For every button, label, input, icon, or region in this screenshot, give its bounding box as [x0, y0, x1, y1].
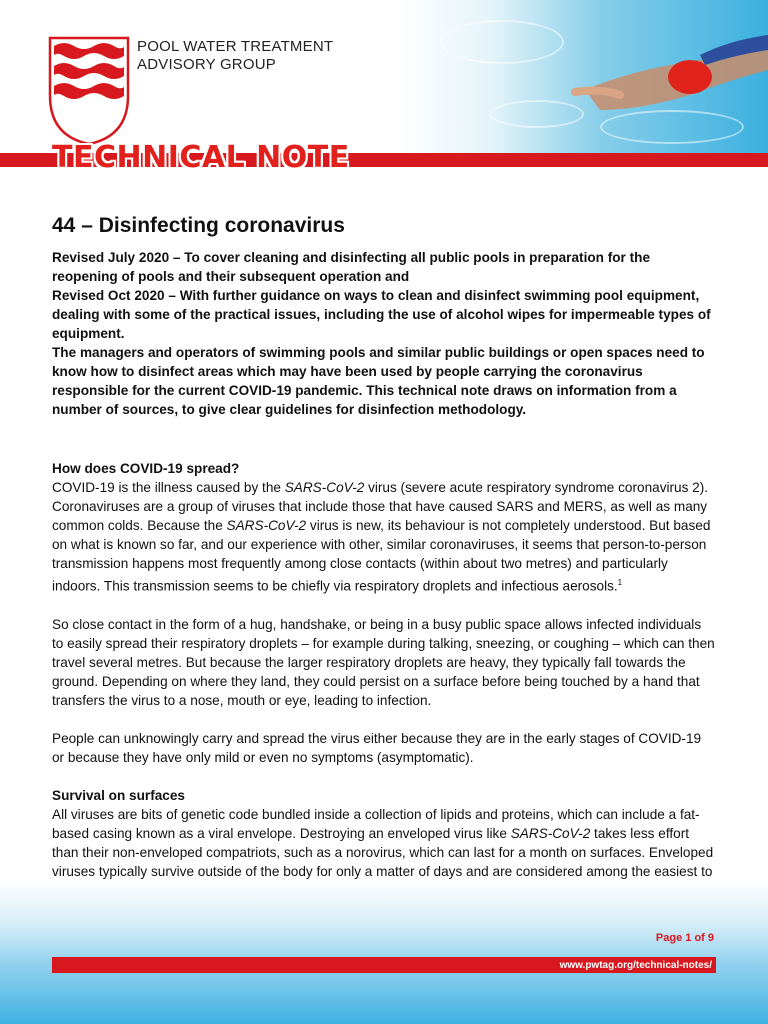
- page-number: Page 1 of 9: [655, 932, 714, 944]
- footer-url-link[interactable]: www.pwtag.org/technical-notes/: [559, 960, 712, 971]
- paragraph: COVID-19 is the illness caused by the SARS-CoV-2 virus (severe acute respiratory syndrome coronavirus 2). Coronaviruses are a group of viruses that include those that have caused SARS and MERS, as well as many common colds. Because the SARS-CoV-2 virus is new, its behaviour is not completely understood. But based on what is known so far, and our experience with other, similar coronaviruses, it seems that person-to-person transmission happens most frequently among close contacts (within about two metres) and particularly indoors. This transmission seems to be chiefly via respiratory droplets and infectious aerosols.$^1$: [52, 480, 711, 594]
- org-name-line2: ADVISORY GROUP: [137, 56, 276, 73]
- paragraph: All viruses are bits of genetic code bundled inside a collection of lipids and proteins, which can include a fat-based casing known as a viral envelope. Destroying an enveloped virus like SARS-CoV-2 takes less effort than their non-enveloped compatriots, such as a norovirus, which can last for a month on surfaces. Enveloped viruses typically survive outside of the body for only a matter of days and are considered among the easiest to: [52, 806, 714, 879]
- swimmer-photo: [400, 0, 768, 160]
- revision-oct: Revised Oct 2020 – With further guidance on ways to clean and disinfect swimming pool equipment, dealing with some of the practical issues, including the use of alcohol wipes for impermeable types of equipment.: [52, 288, 711, 341]
- org-name-line1: POOL WATER TREATMENT: [137, 38, 334, 55]
- document-body: [52, 214, 716, 900]
- document-title: 44 – Disinfecting coronavirus: [52, 214, 345, 237]
- pwtag-shield-logo: [48, 36, 130, 146]
- section-spread: [52, 459, 716, 786]
- footer-water-image: [0, 880, 768, 1024]
- revision-july: Revised July 2020 – To cover cleaning and disinfecting all public pools in preparation for the reopening of pools and their subsequent operation and: [52, 250, 651, 284]
- intro-block: [52, 248, 716, 419]
- swimmer-figure: [400, 0, 768, 160]
- virus-name: SARS-CoV-2: [510, 825, 591, 841]
- paragraph: People can unknowingly carry and spread the virus either because they are in the early stages of COVID-19 or because they have only mild or even no symptoms (asymptomatic).: [52, 730, 702, 765]
- section-heading: How does COVID-19 spread?: [52, 461, 240, 476]
- organisation-name: [137, 38, 333, 74]
- technical-note-banner: TECHNICAL NOTE: [52, 140, 350, 175]
- section-heading: Survival on surfaces: [52, 787, 185, 803]
- intro-summary: The managers and operators of swimming pools and similar public buildings or open spaces need to know how to disinfect areas which may have been used by people carrying the coronavirus responsible for the current COVID-19 pandemic. This technical note draws on information from a number of sources, to give clear guidelines for disinfection methodology.: [52, 345, 705, 417]
- virus-name: SARS-CoV-2: [226, 518, 307, 533]
- virus-name: SARS-CoV-2: [284, 480, 365, 495]
- footnote-ref: 1: [617, 578, 623, 587]
- paragraph: So close contact in the form of a hug, handshake, or being in a busy public space allows infected individuals to easily spread their respiratory droplets – for example during talking, sneezing, or coughing – which can then travel several metres. But because the larger respiratory droplets are heavy, they typically fall towards the ground. Depending on where they land, they could persist on a surface before being touched by a hand that transfers the virus to a nose, mouth or eye, leading to infection.: [52, 616, 715, 708]
